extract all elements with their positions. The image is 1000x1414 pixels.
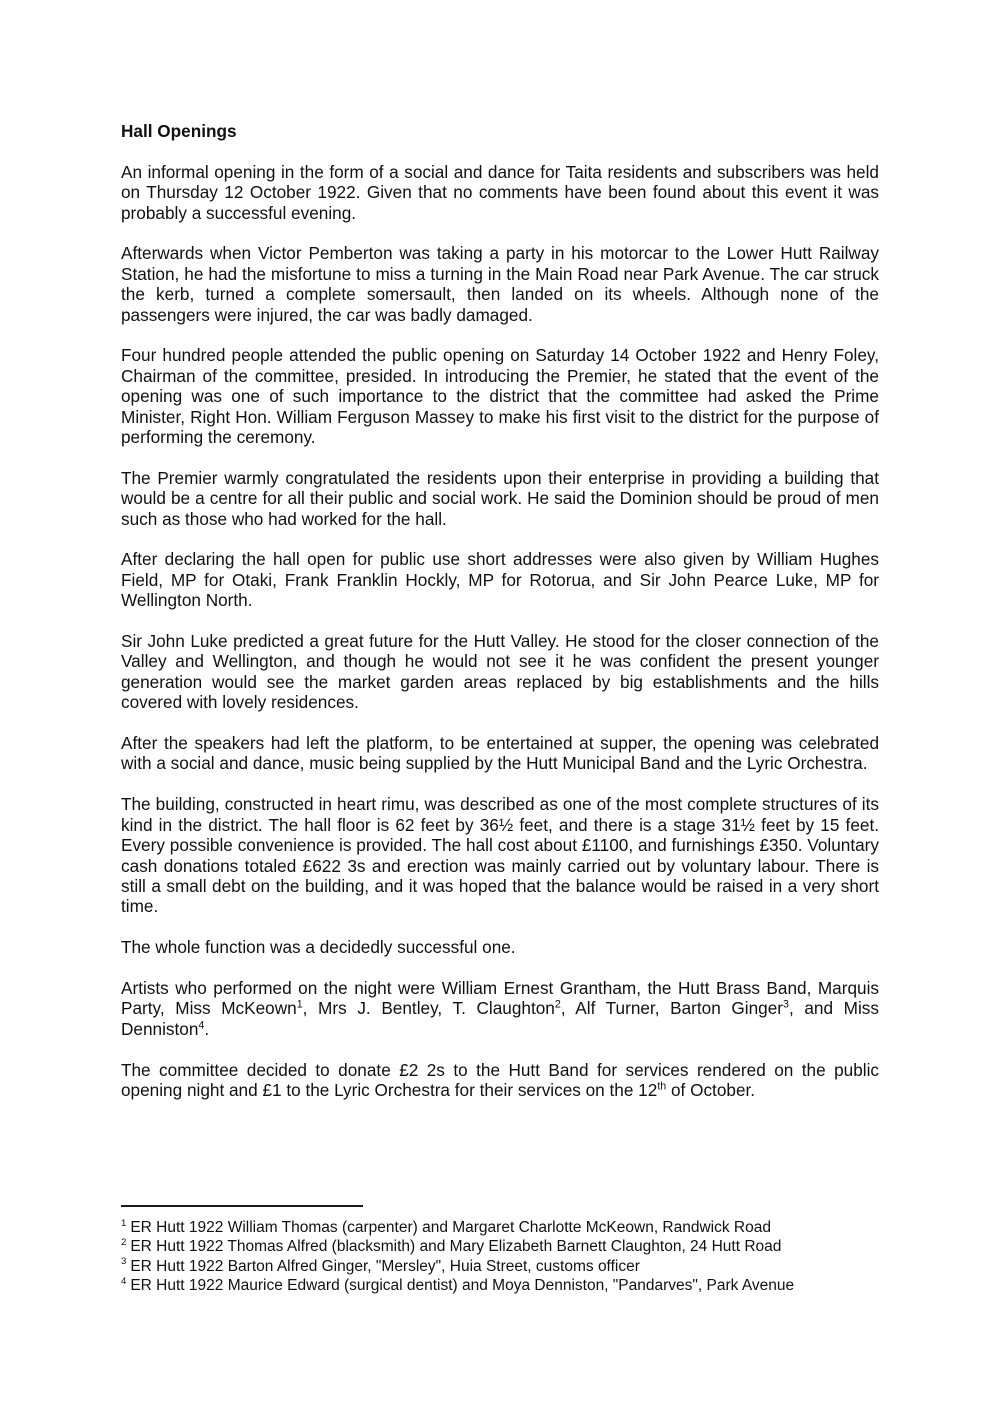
superscript-reference: 2	[554, 998, 561, 1011]
paragraph: The committee decided to donate £2 2s to the Hutt Band for services rendered on the public opening night and £1 to the Lyric Orchestra for their services on the 12th of October.	[121, 1059, 879, 1100]
superscript-reference: 3	[783, 998, 789, 1011]
footnote-marker: 3	[121, 1256, 127, 1268]
footnote-marker: 4	[121, 1275, 127, 1287]
superscript-reference: 4	[198, 1018, 205, 1031]
superscript-reference: 1	[296, 998, 303, 1011]
footnote	[121, 1218, 879, 1237]
paragraph: Afterwards when Victor Pemberton was taking a party in his motorcar to the Lower Hutt Railway Station, he had the misfortune to miss a turning in the Main Road near Park Avenue. The car struck the kerb, turned a complete somersault, then landed on its wheels. Although none of the passengers were injured, the car was badly damaged.	[121, 243, 879, 325]
document-heading: Hall Openings	[121, 121, 237, 141]
footnote	[121, 1276, 879, 1295]
paragraph: After the speakers had left the platform, to be entertained at supper, the opening was celebrated with a social and dance, music being supplied by the Hutt Municipal Band and the Lyric Orchestra.	[121, 733, 879, 774]
document-body	[121, 121, 879, 1121]
footnote-marker: 1	[121, 1217, 127, 1229]
paragraph: Sir John Luke predicted a great future for the Hutt Valley. He stood for the closer connection of the Valley and Wellington, and though he would not see it he was confident the present younger generation would see the market garden areas replaced by big establishments and the hills covered with lovely residences.	[121, 631, 879, 713]
footnote-separator	[121, 1205, 363, 1207]
paragraph: The Premier warmly congratulated the residents upon their enterprise in providing a building that would be a centre for all their public and social work. He said the Dominion should be proud of men such as those who had worked for the hall.	[121, 467, 879, 529]
paragraph: After declaring the hall open for public use short addresses were also given by William Hughes Field, MP for Otaki, Frank Franklin Hockly, MP for Rotorua, and Sir John Pearce Luke, MP for Wellington North.	[121, 549, 879, 611]
footnote-text: ER Hutt 1922 Maurice Edward (surgical dentist) and Moya Denniston, "Pandarves", Park Avenue	[130, 1276, 795, 1294]
footnote-section	[121, 1205, 879, 1295]
footnote-marker: 2	[121, 1237, 127, 1249]
footnote	[121, 1257, 879, 1276]
footnote-text: ER Hutt 1922 Thomas Alfred (blacksmith) and Mary Elizabeth Barnett Claughton, 24 Hutt Road	[130, 1238, 782, 1256]
footnote-text: ER Hutt 1922 Barton Alfred Ginger, "Mersley", Huia Street, customs officer	[130, 1257, 640, 1275]
paragraph: The whole function was a decidedly successful one.	[121, 937, 516, 958]
footnote	[121, 1237, 879, 1256]
paragraph: The building, constructed in heart rimu, was described as one of the most complete structures of its kind in the district. The hall floor is 62 feet by 36½ feet, and there is a stage 31½ feet by 15 feet. Every possible convenience is provided. The hall cost about £1100, and furnishings £350. Voluntary cash donations totaled £622 3s and erection was mainly carried out by voluntary labour. There is still a small debt on the building, and it was hoped that the balance would be raised in a very short time.	[121, 794, 879, 917]
footnote-text: ER Hutt 1922 William Thomas (carpenter) and Margaret Charlotte McKeown, Randwick Road	[130, 1219, 771, 1236]
superscript-reference: th	[657, 1080, 667, 1093]
paragraph: An informal opening in the form of a social and dance for Taita residents and subscribers was held on Thursday 12 October 1922. Given that no comments have been found about this event it was probably a successful evening.	[121, 161, 879, 223]
paragraph: Four hundred people attended the public opening on Saturday 14 October 1922 and Henry Foley, Chairman of the committee, presided. In introducing the Premier, he stated that the event of the opening was one of such importance to the district that the committee had asked the Prime Minister, Right Hon. William Ferguson Massey to make his first visit to the district for the purpose of performing the ceremony.	[121, 345, 879, 448]
paragraph: Artists who performed on the night were William Ernest Grantham, the Hutt Brass Band, Marquis Party, Miss McKeown$^1$, Mrs J. Bentley, T. Claughton$^2$, Alf Turner, Barton Ginger$^3$, and Miss Denniston$^4$.	[121, 977, 879, 1039]
